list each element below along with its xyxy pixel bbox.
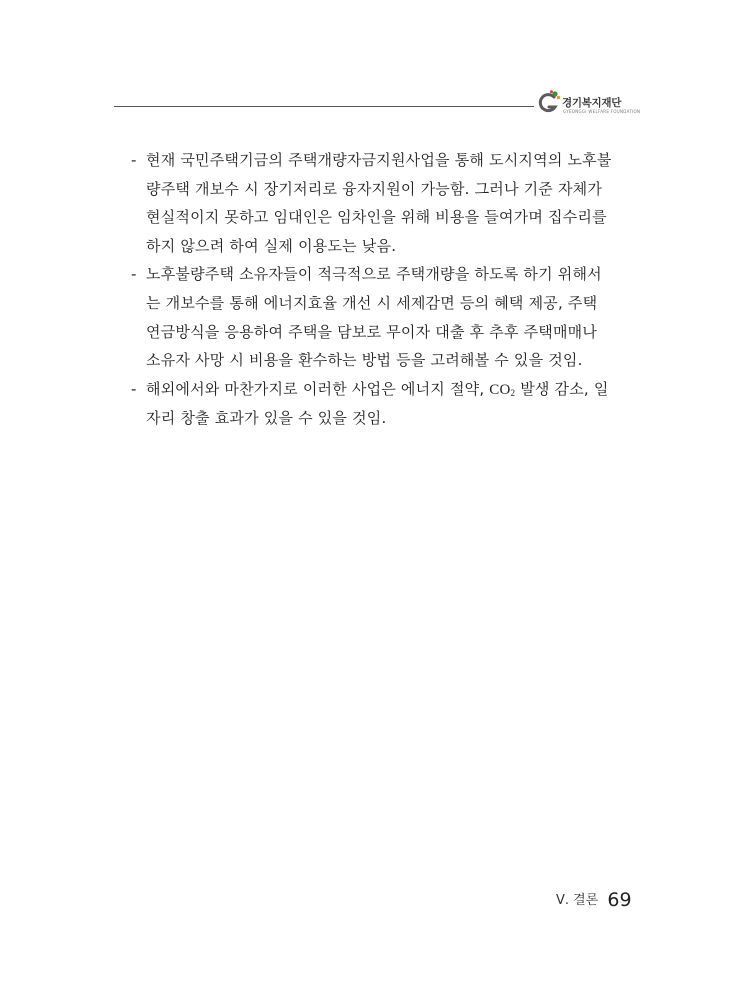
text-line: 현재 국민주택기금의 주택개량자금지원사업을 통해 도시지역의 노후불 (146, 151, 612, 169)
bullet-dash: - (131, 379, 137, 398)
text-line: 하지 않으려 하여 실제 이용도는 낮음. (146, 236, 397, 255)
text-line: 량주택 개보수 시 장기저리로 융자지원이 가능함. 그러나 기준 자체가 (146, 179, 603, 198)
text-line: 는 개보수를 통해 에너지효율 개선 시 세제감면 등의 혜택 제공, 주택 (146, 293, 598, 312)
page-footer (556, 889, 632, 911)
text-line (146, 375, 628, 405)
foundation-logo (536, 88, 646, 120)
co2-subscript: 2 (510, 387, 516, 398)
foundation-subtitle: GYEONGGI WELFARE FOUNDATION (563, 109, 641, 114)
text-segment: 해외에서와 마찬가지로 이러한 사업은 에너지 절약, (146, 379, 490, 398)
header-rule (114, 106, 534, 107)
page-number: 69 (607, 889, 632, 911)
text-segment: 발생 감소, 일 (515, 379, 609, 398)
chapter-label: Ⅴ. 결론 (556, 893, 599, 908)
foundation-logo-icon (536, 88, 562, 116)
text-line: 소유자 사망 시 비용을 환수하는 방법 등을 고려해볼 수 있을 것임. (146, 351, 583, 370)
bullet-item (128, 375, 628, 433)
co2-main: CO (489, 381, 511, 398)
bullet-item (128, 260, 628, 374)
text-line: 현실적이지 못하고 임대인은 임차인을 위해 비용을 들여가며 집수리를 (146, 208, 607, 227)
text-line: 연금방식을 응용하여 주택을 담보로 무이자 대출 후 추후 주택매매나 (146, 322, 598, 341)
text-line: 자리 창출 효과가 있을 수 있을 것임. (146, 409, 387, 428)
body-text (128, 146, 628, 433)
bullet-dash: - (131, 265, 137, 284)
text-line: 노후불량주택 소유자들이 적극적으로 주택개량을 하도록 하기 위해서 (146, 265, 602, 284)
bullet-item (128, 146, 628, 260)
bullet-dash: - (131, 151, 137, 169)
co2-formula (489, 382, 515, 398)
foundation-name: 경기복지재단 (562, 97, 622, 109)
